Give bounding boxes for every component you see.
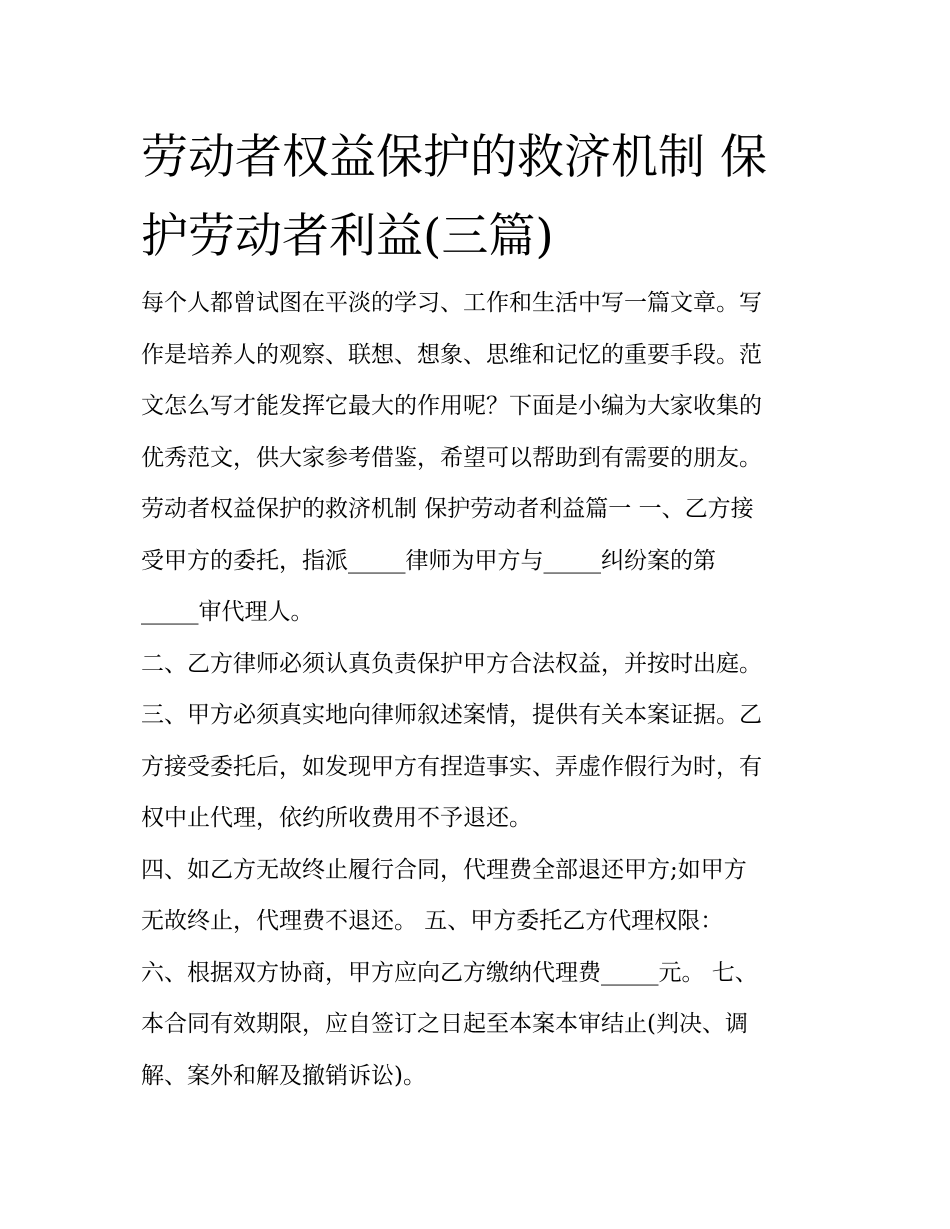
- body-line: 权中止代理，依约所收费用不予退还。: [141, 805, 532, 831]
- body-line: 三、甲方必须真实地向律师叙述案情，提供有关本案证据。乙: [141, 702, 762, 728]
- body-line: 六、根据双方协商，甲方应向乙方缴纳代理费_____元。 七、: [141, 959, 758, 986]
- body-line: 四、如乙方无故终止履行合同，代理费全部退还甲方;如甲方: [141, 856, 747, 883]
- body-line: 劳动者权益保护的救济机制 保护劳动者利益篇一 一、乙方接: [141, 496, 754, 522]
- document-title: [141, 118, 821, 276]
- body-line: 解、案外和解及撤销诉讼)。: [141, 1062, 426, 1089]
- body-line: 方接受委托后，如发现甲方有捏造事实、弄虚作假行为时，有: [141, 753, 762, 780]
- body-line: 文怎么写才能发挥它最大的作用呢？下面是小编为大家收集的: [141, 393, 762, 419]
- body-line: 本合同有效期限，应自签订之日起至本案本审结止(判决、调: [141, 1011, 748, 1037]
- body-line: 每个人都曾试图在平淡的学习、工作和生活中写一篇文章。写: [141, 290, 762, 316]
- body-line: 二、乙方律师必须认真负责保护甲方合法权益，并按时出庭。: [141, 650, 762, 677]
- body-line: 无故终止，代理费不退还。 五、甲方委托乙方代理权限：: [141, 908, 724, 934]
- body-line: 受甲方的委托，指派_____律师为甲方与_____纠纷案的第: [141, 547, 716, 574]
- body-line: 作是培养人的观察、联想、想象、思维和记忆的重要手段。范: [141, 341, 762, 368]
- title-line: 劳动者权益保护的救济机制 保: [141, 130, 767, 185]
- body-line: _____审代理人。: [141, 599, 314, 625]
- body-line: 优秀范文，供大家参考借鉴，希望可以帮助到有需要的朋友。: [141, 444, 762, 471]
- document-body: [141, 278, 821, 1102]
- title-line: 护劳动者利益(三篇): [141, 209, 554, 264]
